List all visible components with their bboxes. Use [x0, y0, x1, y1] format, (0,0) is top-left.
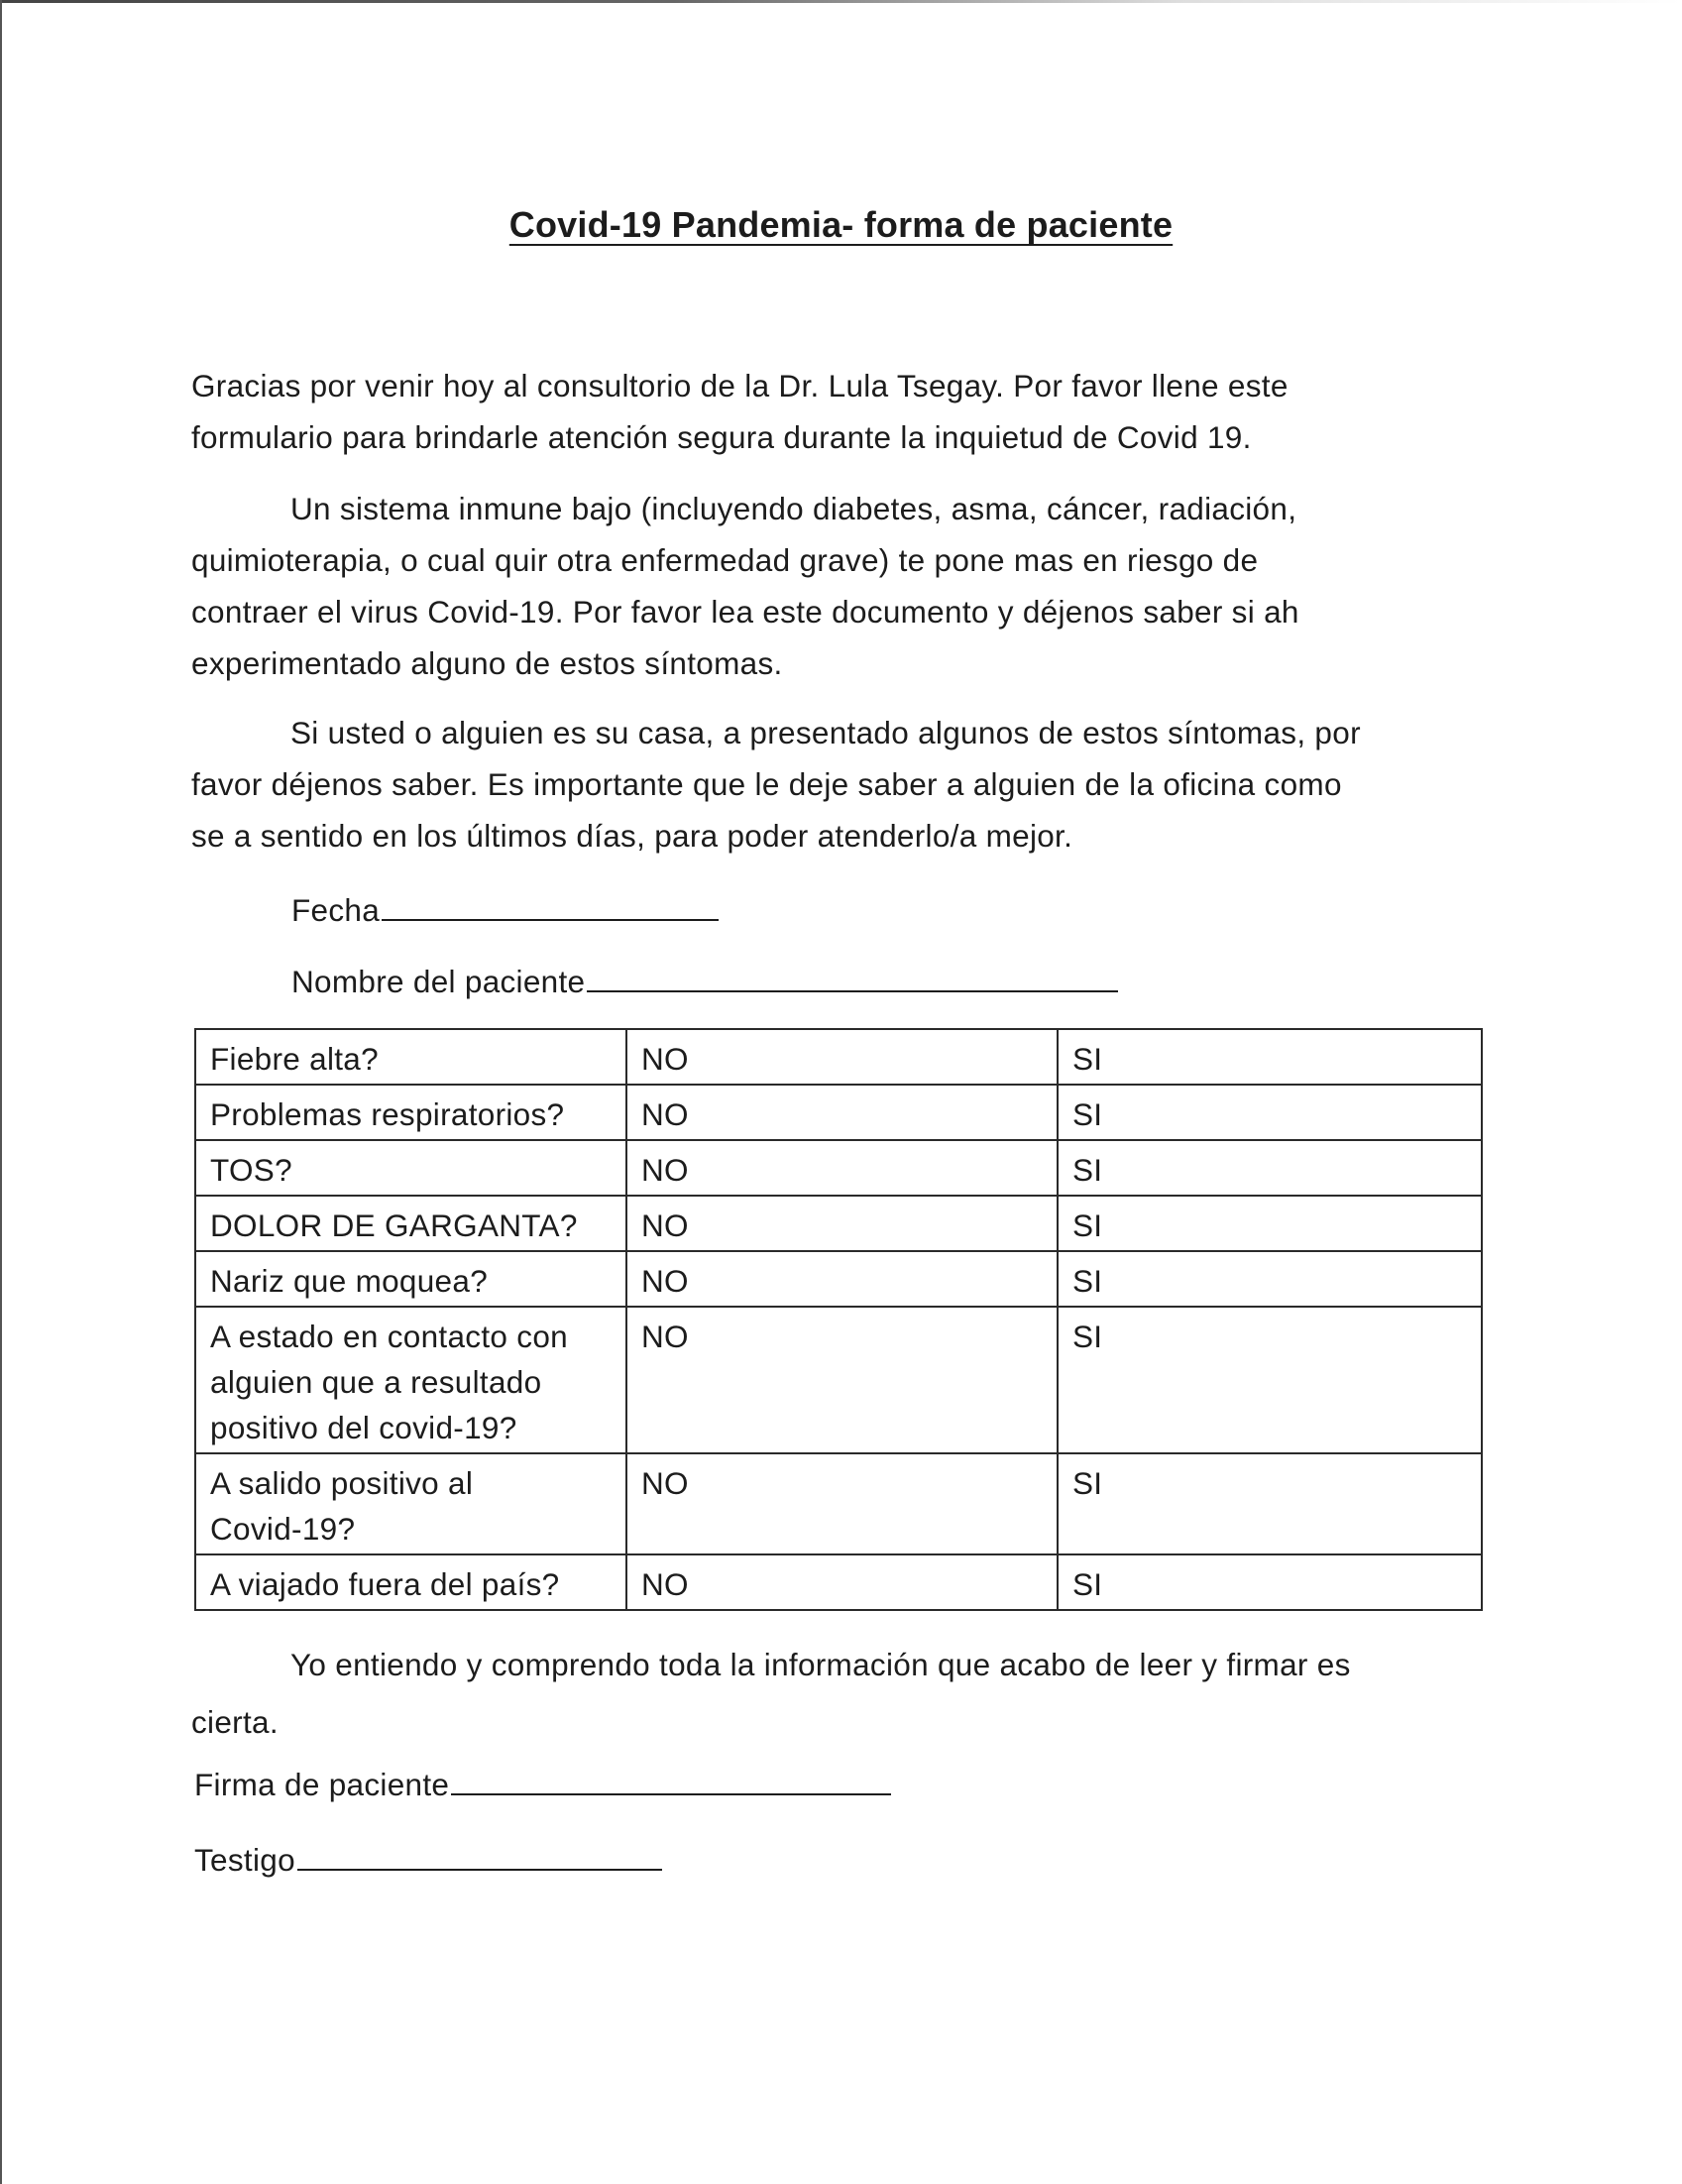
question-text: Problemas respiratorios? — [210, 1096, 565, 1132]
question-row — [195, 1196, 1482, 1251]
symptoms-line: favor déjenos saber. Es importante que le deje saber a alguien de la oficina como — [191, 766, 1342, 802]
question-cell — [195, 1196, 626, 1251]
risk-line: experimentado alguno de estos síntomas. — [191, 645, 783, 681]
question-cell — [195, 1085, 626, 1140]
scan-edge-left — [0, 0, 2, 2184]
testigo-label: Testigo — [194, 1842, 295, 1878]
question-cell — [195, 1453, 626, 1554]
answer-si-option[interactable]: SI — [1058, 1085, 1482, 1140]
question-cell — [195, 1140, 626, 1196]
symptoms-table — [194, 1028, 1483, 1611]
testigo-field[interactable] — [194, 1842, 662, 1879]
question-row — [195, 1029, 1482, 1085]
declaration-paragraph — [191, 1636, 1480, 1751]
answer-no-option[interactable]: NO — [626, 1029, 1058, 1085]
question-row — [195, 1140, 1482, 1196]
answer-no-option[interactable]: NO — [626, 1307, 1058, 1453]
answer-si-option[interactable]: SI — [1058, 1554, 1482, 1610]
answer-si-option[interactable]: SI — [1058, 1307, 1482, 1453]
symptoms-table-body — [195, 1029, 1482, 1610]
symptoms-paragraph — [191, 707, 1480, 862]
question-row — [195, 1251, 1482, 1307]
firma-label: Firma de paciente — [194, 1767, 450, 1802]
question-text: A estado en contacto con — [210, 1319, 568, 1354]
answer-si-option[interactable]: SI — [1058, 1140, 1482, 1196]
answer-no-option[interactable]: NO — [626, 1140, 1058, 1196]
fecha-blank-line[interactable] — [382, 918, 719, 921]
question-text: A salido positivo al — [210, 1465, 474, 1501]
testigo-blank-line[interactable] — [297, 1868, 662, 1871]
declaration-line: Yo entiendo y comprendo toda la información que acabo de leer y firmar es — [290, 1647, 1351, 1682]
risk-line: quimioterapia, o cual quir otra enfermedad grave) te pone mas en riesgo de — [191, 542, 1259, 578]
intro-line: Gracias por venir hoy al consultorio de la Dr. Lula Tsegay. Por favor llene este — [191, 368, 1289, 403]
firma-blank-line[interactable] — [451, 1792, 891, 1795]
answer-no-option[interactable]: NO — [626, 1196, 1058, 1251]
question-cell — [195, 1554, 626, 1610]
question-row — [195, 1453, 1482, 1554]
risk-paragraph — [191, 483, 1480, 689]
risk-line: contraer el virus Covid-19. Por favor lea este documento y déjenos saber si ah — [191, 594, 1299, 630]
nombre-field[interactable] — [291, 964, 1118, 1000]
question-text: Covid-19? — [210, 1511, 356, 1547]
question-text: A viajado fuera del país? — [210, 1566, 560, 1602]
symptoms-line: se a sentido en los últimos días, para poder atenderlo/a mejor. — [191, 818, 1073, 854]
intro-line: formulario para brindarle atención segura durante la inquietud de Covid 19. — [191, 419, 1252, 455]
question-text: DOLOR DE GARGANTA? — [210, 1207, 578, 1243]
question-cell — [195, 1029, 626, 1085]
answer-no-option[interactable]: NO — [626, 1085, 1058, 1140]
question-row — [195, 1085, 1482, 1140]
answer-no-option[interactable]: NO — [626, 1554, 1058, 1610]
answer-si-option[interactable]: SI — [1058, 1196, 1482, 1251]
answer-si-option[interactable]: SI — [1058, 1029, 1482, 1085]
question-text: positivo del covid-19? — [210, 1410, 517, 1445]
question-text: Nariz que moquea? — [210, 1263, 489, 1299]
symptoms-line: Si usted o alguien es su casa, a presentado algunos de estos síntomas, por — [290, 715, 1361, 750]
question-text: TOS? — [210, 1152, 292, 1188]
nombre-blank-line[interactable] — [587, 989, 1118, 992]
intro-paragraph — [191, 360, 1480, 463]
risk-line: Un sistema inmune bajo (incluyendo diabetes, asma, cáncer, radiación, — [290, 491, 1297, 526]
scan-edge-top — [0, 0, 1682, 3]
nombre-label: Nombre del paciente — [291, 964, 586, 999]
fecha-field[interactable] — [291, 892, 719, 929]
answer-si-option[interactable]: SI — [1058, 1453, 1482, 1554]
declaration-line: cierta. — [191, 1704, 279, 1740]
answer-no-option[interactable]: NO — [626, 1453, 1058, 1554]
answer-si-option[interactable]: SI — [1058, 1251, 1482, 1307]
form-title: Covid-19 Pandemia- forma de paciente — [508, 204, 1174, 245]
question-text: Fiebre alta? — [210, 1041, 379, 1077]
firma-field[interactable] — [194, 1767, 891, 1803]
question-cell — [195, 1251, 626, 1307]
question-cell — [195, 1307, 626, 1453]
question-row — [195, 1307, 1482, 1453]
fecha-label: Fecha — [291, 892, 381, 928]
question-row — [195, 1554, 1482, 1610]
answer-no-option[interactable]: NO — [626, 1251, 1058, 1307]
question-text: alguien que a resultado — [210, 1364, 542, 1400]
